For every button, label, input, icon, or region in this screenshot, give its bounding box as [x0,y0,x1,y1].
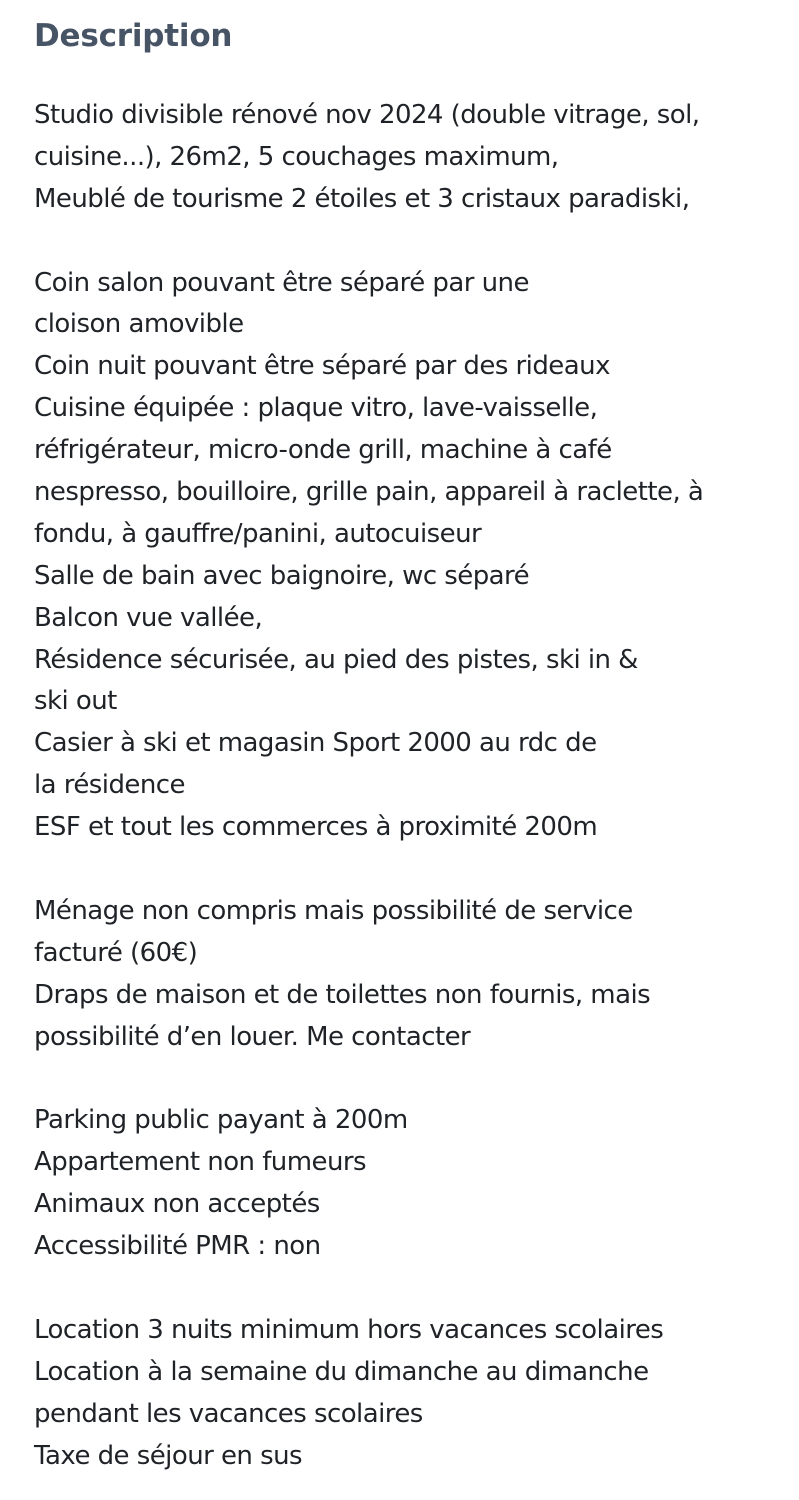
description-line: Ménage non compris mais possibilité de service [34,895,633,926]
paragraph-spacer [34,221,779,263]
description-line: Salle de bain avec baignoire, wc séparé [34,560,530,591]
description-body [34,95,779,1477]
description-line: la résidence [34,770,185,801]
paragraph-spacer [34,849,779,891]
description-line: Location à la semaine du dimanche au dimanche [34,1356,649,1387]
description-section [34,14,779,1477]
description-line: ski out [34,686,117,717]
description-line: réfrigérateur, micro-onde grill, machine à café [34,435,612,466]
section-title: Description [34,18,233,54]
description-line: Animaux non acceptés [34,1189,320,1220]
description-line: facturé (60€) [34,937,198,968]
description-line: Parking public payant à 200m [34,1105,408,1136]
description-line: Taxe de séjour en sus [34,1440,302,1471]
description-line: pendant les vacances scolaires [34,1398,423,1429]
description-line: cuisine...), 26m2, 5 couchages maximum, [34,141,559,172]
description-line: Coin nuit pouvant être séparé par des rideaux [34,351,610,382]
paragraph-spacer [34,1268,779,1310]
description-line: Location 3 nuits minimum hors vacances scolaires [34,1314,664,1345]
description-line: Cuisine équipée : plaque vitro, lave-vaisselle, [34,393,598,424]
paragraph-spacer [34,1058,779,1100]
description-line: Balcon vue vallée, [34,602,263,633]
description-line: Meublé de tourisme 2 étoiles et 3 cristaux paradiski, [34,183,690,214]
description-line: Accessibilité PMR : non [34,1231,321,1262]
description-line: Coin salon pouvant être séparé par une [34,267,529,298]
description-line: ESF et tout les commerces à proximité 200m [34,812,598,843]
description-line: Appartement non fumeurs [34,1147,367,1178]
description-line: Résidence sécurisée, au pied des pistes, ski in & [34,644,638,675]
description-line: possibilité d’en louer. Me contacter [34,1021,471,1052]
description-line: nespresso, bouilloire, grille pain, appareil à raclette, à [34,477,704,508]
description-line: Casier à ski et magasin Sport 2000 au rdc de [34,728,597,759]
description-line: fondu, à gauffre/panini, autocuiseur [34,518,482,549]
description-line: Studio divisible rénové nov 2024 (double vitrage, sol, [34,100,700,130]
description-line: cloison amovible [34,309,244,340]
description-line: Draps de maison et de toilettes non fournis, mais [34,979,651,1010]
